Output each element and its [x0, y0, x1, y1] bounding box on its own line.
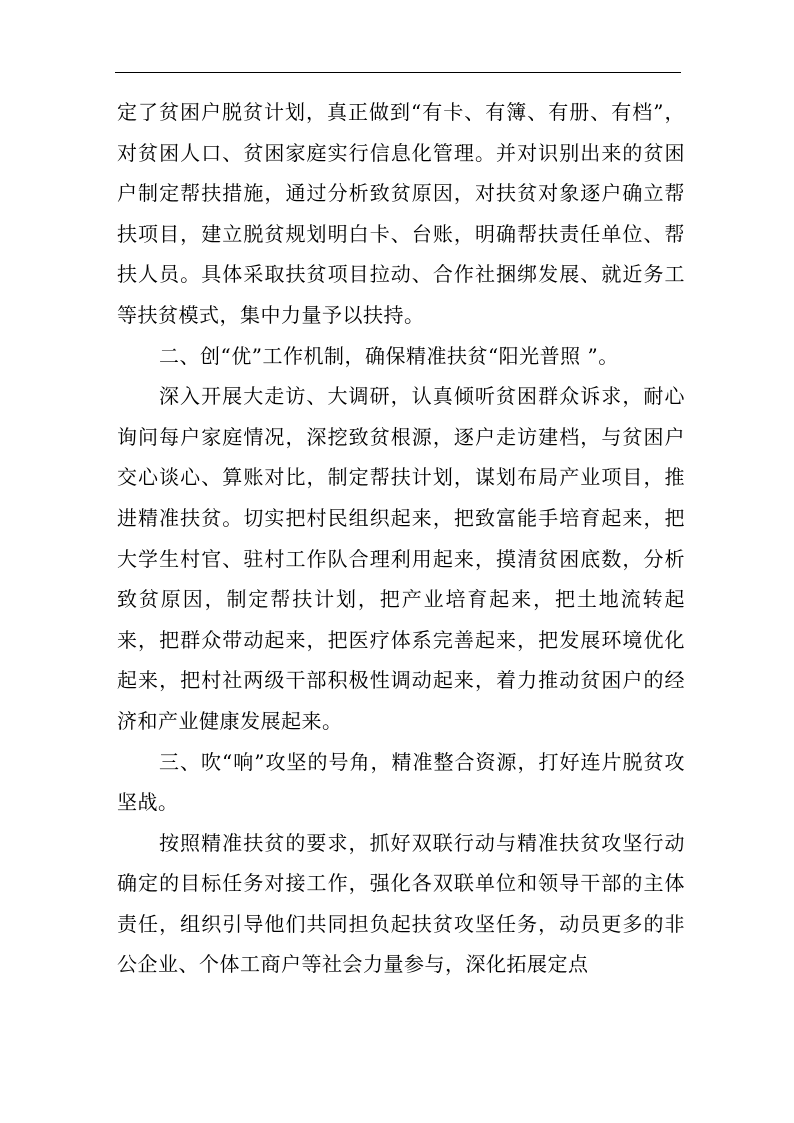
- paragraph-section-3: 按照精准扶贫的要求，抓好双联行动与精准扶贫攻坚行动确定的目标任务对接工作，强化各双联单位和领导干部的主体责任，组织引导他们共同担负起扶贫攻坚任务，动员更多的非公企业、个体工商户等社会力量参与，深化拓展定点: [117, 830, 685, 977]
- header-rule: [115, 72, 681, 73]
- paragraph-continuation: 定了贫困户脱贫计划，真正做到“有卡、有簿、有册、有档”，对贫困人口、贫困家庭实行信息化管理。并对识别出来的贫困户制定帮扶措施，通过分析致贫原因，对扶贫对象逐户确立帮扶项目，建立脱贫规划明白卡、台账，明确帮扶责任单位、帮扶人员。具体采取扶贫项目拉动、合作社捆绑发展、就近务工等扶贫模式，集中力量予以扶持。: [117, 100, 685, 327]
- section-heading-2: 二、创“优”工作机制，确保精准扶贫“阳光普照 ”。: [159, 343, 619, 368]
- section-heading-3: 三、吹“响”攻坚的号角，精准整合资源，打好连片脱贫攻坚战。: [117, 749, 685, 815]
- body-text: [117, 92, 685, 985]
- paragraph-section-2: 深入开展大走访、大调研，认真倾听贫困群众诉求，耐心询问每户家庭情况，深挖致贫根源，逐户走访建档，与贫困户交心谈心、算账对比，制定帮扶计划，谋划布局产业项目，推进精准扶贫。切实把村民组织起来，把致富能手培育起来，把大学生村官、驻村工作队合理利用起来，摸清贫困底数，分析致贫原因，制定帮扶计划，把产业培育起来，把土地流转起来，把群众带动起来，把医疗体系完善起来，把发展环境优化起来，把村社两级干部积极性调动起来，着力推动贫困户的经济和产业健康发展起来。: [117, 384, 685, 733]
